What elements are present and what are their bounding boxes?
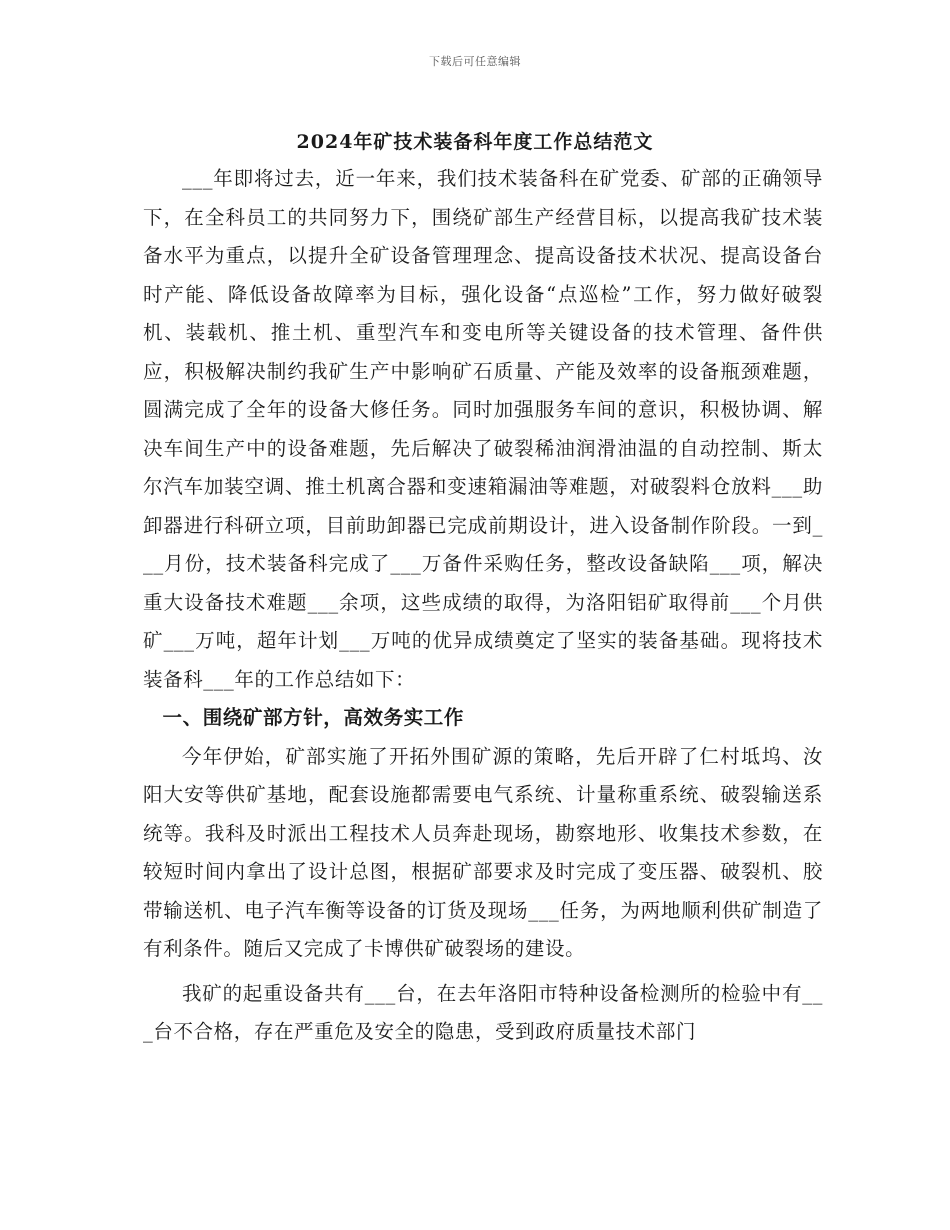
section-1-heading: 一、围绕矿部方针，高效务实工作 [162, 706, 465, 729]
header-note: 下载后可任意编辑 [429, 55, 521, 68]
section-1-paragraph-1: 今年伊始，矿部实施了开拓外围矿源的策略，先后开辟了仁村坻坞、汝阳大安等供矿基地，配套设施都需要电气系统、计量称重系统、破裂输送系统等。我科及时派出工程技术人员奔赴现场，勘察地形、收集技术参数，在较短时间内拿出了设计总图，根据矿部要求及时完成了变压器、破裂机、胶带输送机、电子汽车衡等设备的订货及现场___任务，为两地顺利供矿制造了有利条件。随后又完成了卡博供矿破裂场的建设。 [143, 744, 823, 960]
document-body [143, 160, 823, 1052]
document-title: 2024年矿技术装备科年度工作总结范文 [296, 131, 654, 153]
intro-paragraph: ___年即将过去，近一年来，我们技术装备科在矿党委、矿部的正确领导下，在全科员工的共同努力下，围绕矿部生产经营目标，以提高我矿技术装备水平为重点，以提升全矿设备管理理念、提高设备技术状况、提高设备台时产能、降低设备故障率为目标，强化设备“点巡检”工作，努力做好破裂机、装载机、推土机、重型汽车和变电所等关键设备的技术管理、备件供应，积极解决制约我矿生产中影响矿石质量、产能及效率的设备瓶颈难题，圆满完成了全年的设备大修任务。同时加强服务车间的意识，积极协调、解决车间生产中的设备难题，先后解决了破裂稀油润滑油温的自动控制、斯太尔汽车加装空调、推土机离合器和变速箱漏油等难题，对破裂料仓放料___助卸器进行科研立项，目前助卸器已完成前期设计，进入设备制作阶段。一到___月份，技术装备科完成了___万备件采购任务，整改设备缺陷___项，解决重大设备技术难题___余项，这些成绩的取得，为洛阳铝矿取得前___个月供矿___万吨，超年计划___万吨的优异成绩奠定了坚实的装备基础。现将技术装备科___年的工作总结如下： [143, 167, 823, 691]
section-1-paragraph-2: 我矿的起重设备共有___台，在去年洛阳市特种设备检测所的检验中有___台不合格，存在严重危及安全的隐患，受到政府质量技术部门 [143, 981, 823, 1043]
